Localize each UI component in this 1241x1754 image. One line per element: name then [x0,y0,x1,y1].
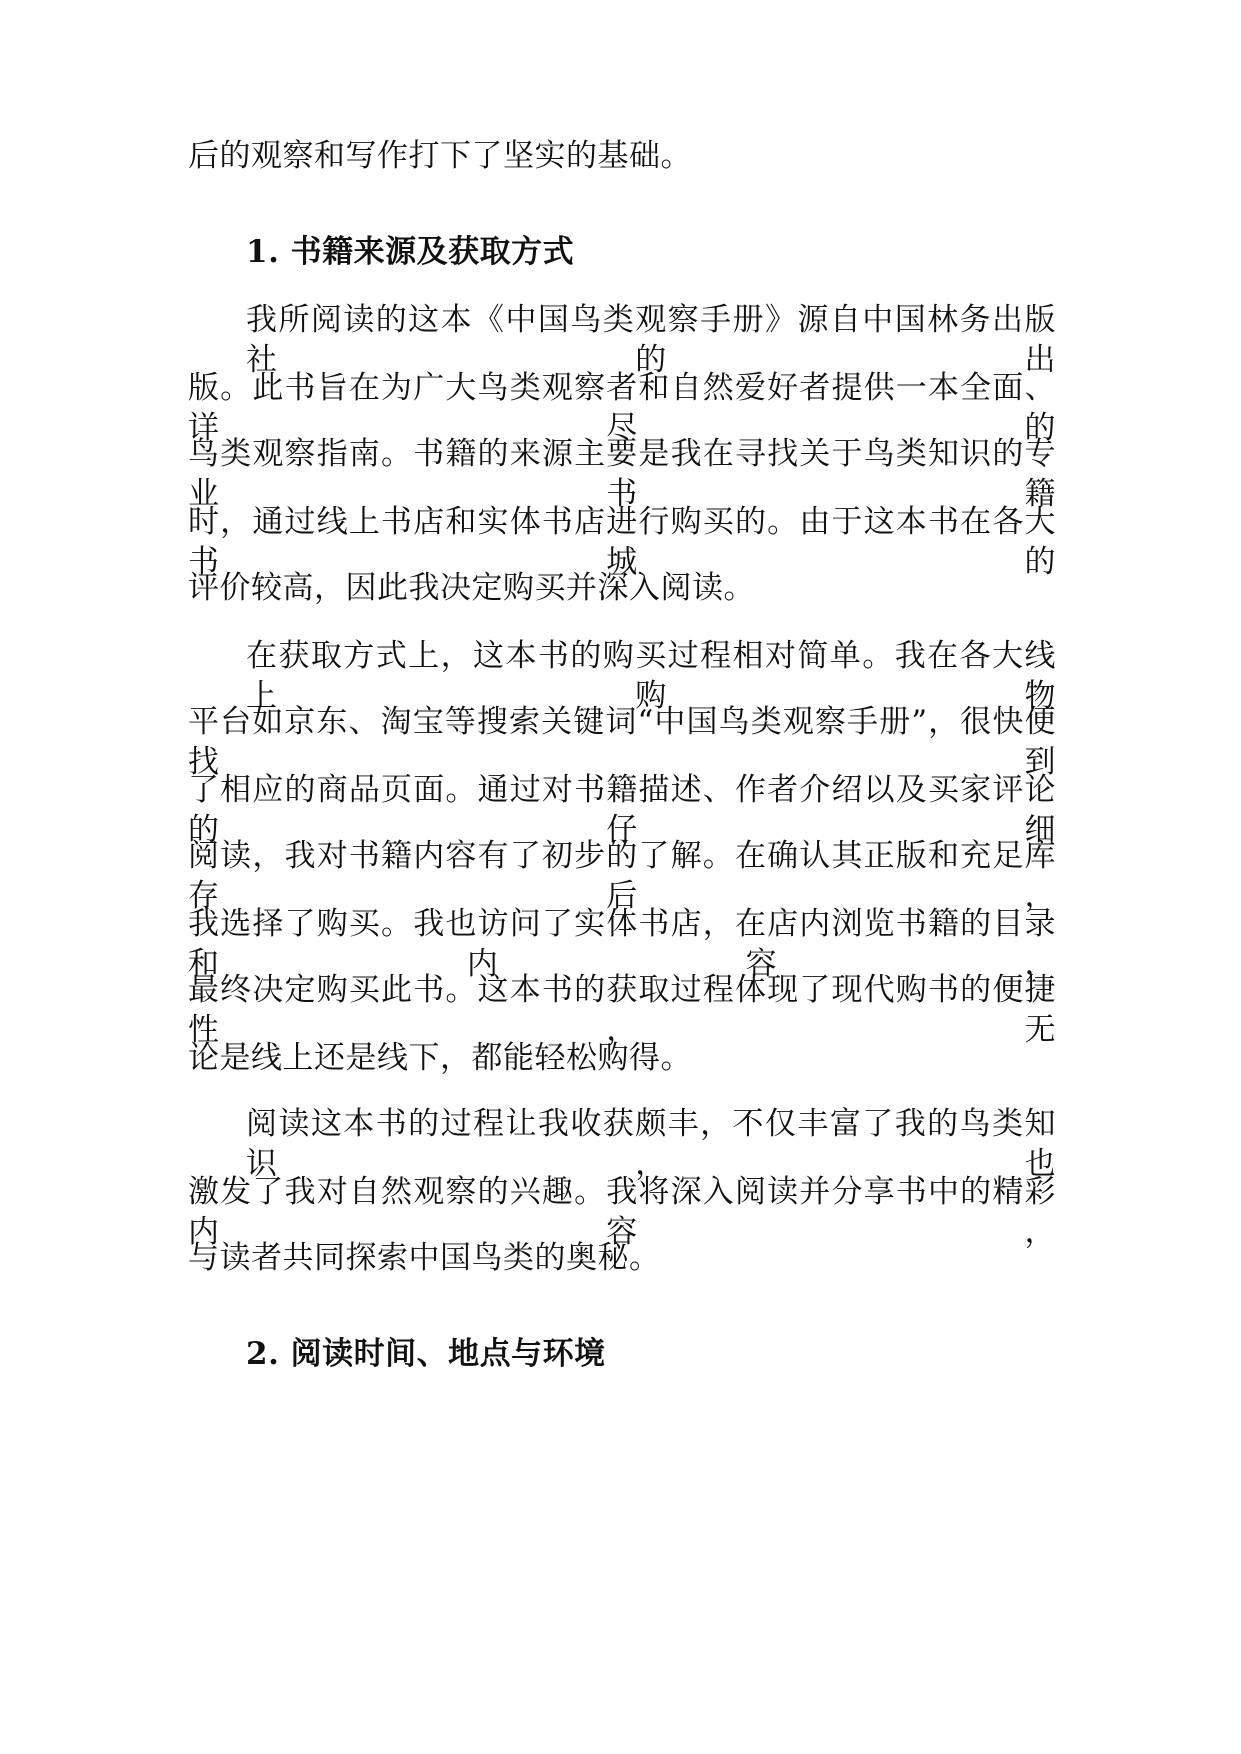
paragraph-2-line: 我选择了购买。我也访问了实体书店，在店内浏览书籍的目录和内容， [188,906,1056,982]
paragraph-3-line: 激发了我对自然观察的兴趣。我将深入阅读并分享书中的精彩内容， [188,1174,1056,1250]
paragraph-2-line: 了相应的商品页面。通过对书籍描述、作者介绍以及买家评论的仔细 [188,772,1056,848]
paragraph-1-line: 时，通过线上书店和实体书店进行购买的。由于这本书在各大书城的 [188,504,1056,580]
paragraph-1-line: 评价较高，因此我决定购买并深入阅读。 [188,570,755,606]
section-heading-1: 1. 书籍来源及获取方式 [246,234,575,270]
paragraph-3-line: 与读者共同探索中国鸟类的奥秘。 [188,1240,661,1276]
paragraph-2-line: 在获取方式上，这本书的购买过程相对简单。我在各大线上购物 [246,638,1056,714]
paragraph-2-line: 最终决定购买此书。这本书的获取过程体现了现代购书的便捷性，无 [188,972,1056,1048]
paragraph-1-line: 我所阅读的这本《中国鸟类观察手册》源自中国林务出版社的出 [246,302,1056,378]
paragraph-3-line: 阅读这本书的过程让我收获颇丰，不仅丰富了我的鸟类知识，也 [246,1106,1056,1182]
paragraph-1-line: 版。此书旨在为广大鸟类观察者和自然爱好者提供一本全面、详尽的 [188,370,1056,446]
section-heading-2: 2. 阅读时间、地点与环境 [246,1336,606,1372]
continuation-text: 后的观察和写作打下了坚实的基础。 [188,138,692,174]
paragraph-2-line: 论是线上还是线下，都能轻松购得。 [188,1040,692,1076]
paragraph-1-line: 鸟类观察指南。书籍的来源主要是我在寻找关于鸟类知识的专业书籍 [188,436,1056,512]
paragraph-2-line: 平台如京东、淘宝等搜索关键词“中国鸟类观察手册”，很快便找到 [188,704,1056,780]
paragraph-2-line: 阅读，我对书籍内容有了初步的了解。在确认其正版和充足库存后， [188,838,1056,914]
